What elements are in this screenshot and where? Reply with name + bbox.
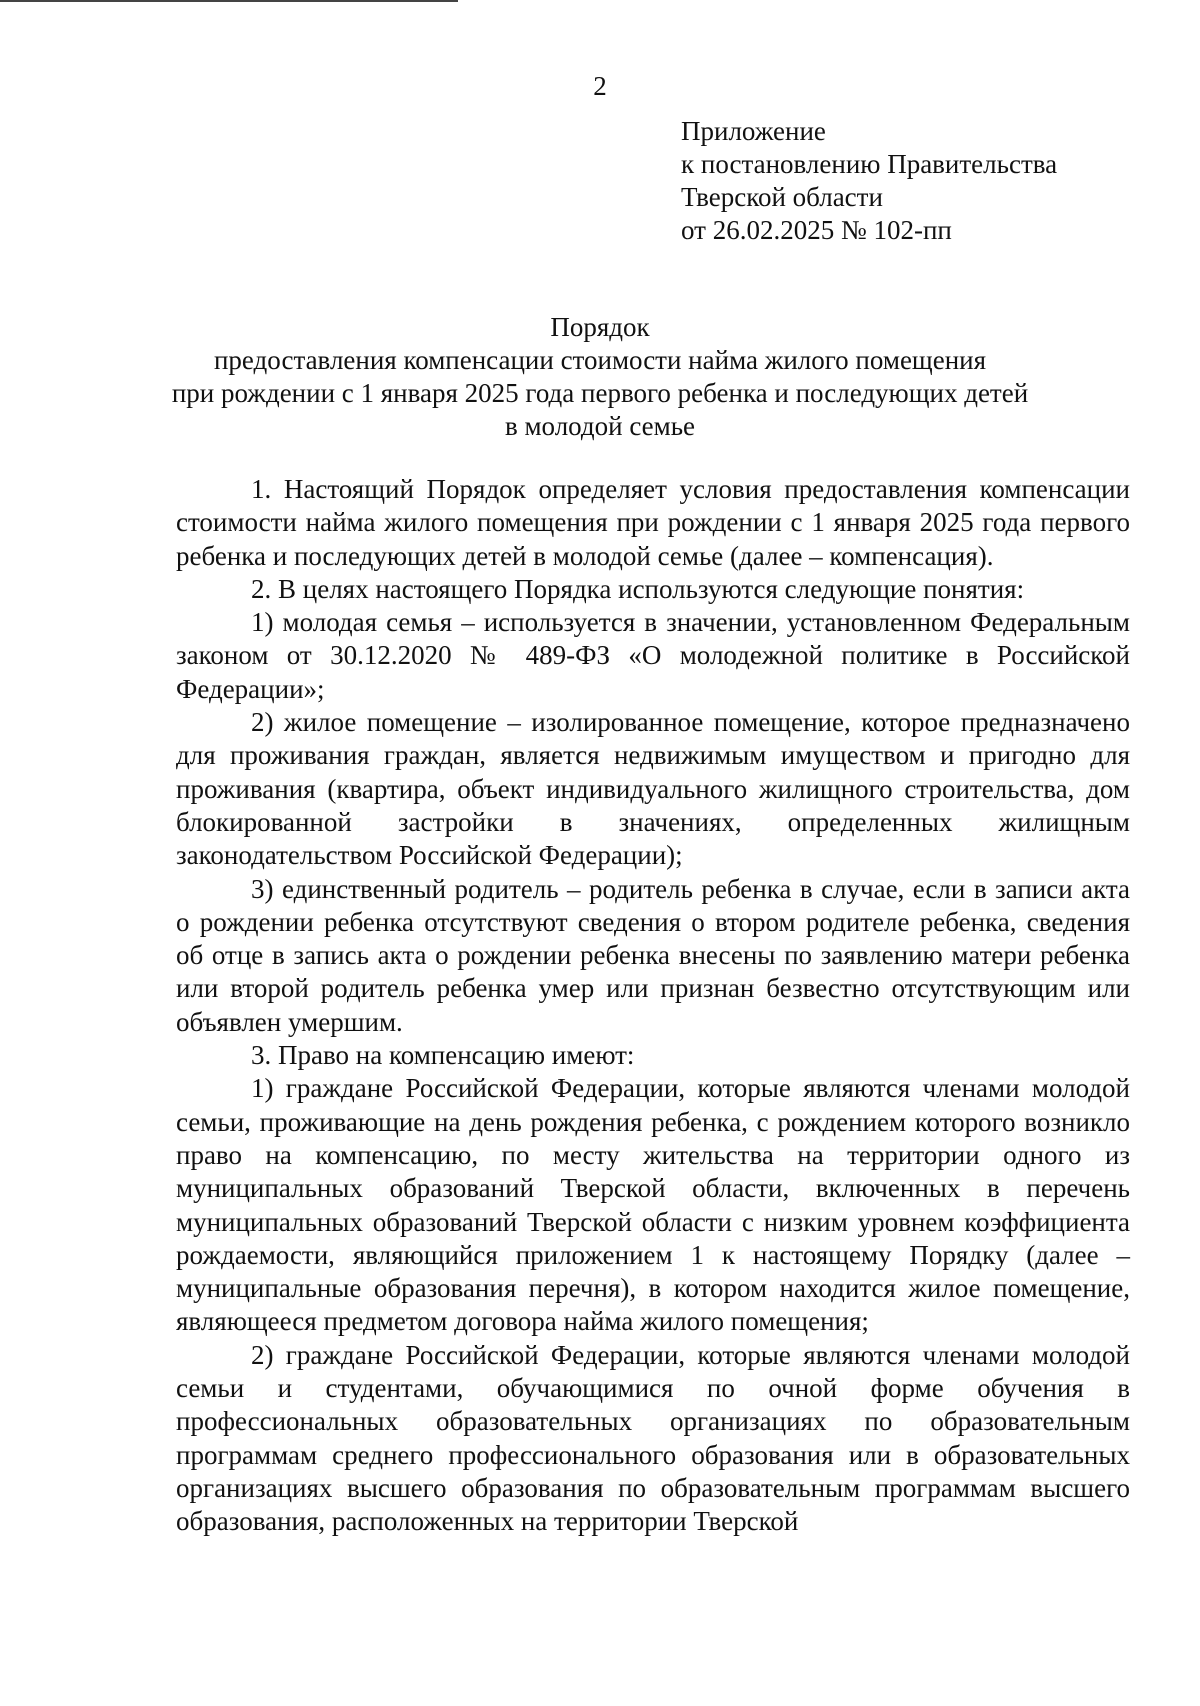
appendix-line: Тверской области bbox=[681, 182, 883, 212]
appendix-line: Приложение bbox=[681, 116, 826, 146]
appendix-header bbox=[681, 115, 1057, 247]
paragraph-2-2: 2) жилое помещение – изолированное помещение, которое предназначено для проживания граждан, является недвижимым имуществом и пригодно для проживания (квартира, объект индивидуального жилищного строительства, дом блокированной застройки в значениях, определенных жилищным законодательством Российской Федерации); bbox=[176, 707, 1130, 871]
scan-edge-line bbox=[0, 0, 458, 2]
paragraph-2-1: 1) молодая семья – используется в значении, установленном Федеральным законом от 30.12.2020 № 489-ФЗ «О молодежной политике в Российской Федерации»; bbox=[176, 607, 1130, 704]
paragraph-3-1: 1) граждане Российской Федерации, которые являются членами молодой семьи, проживающие на день рождения ребенка, с рождением которого возникло право на компенсацию, по месту жительства на территории одного из муниципальных образований Тверской области, включенных в перечень муниципальных образований Тверской области с низким уровнем коэффициента рождаемости, являющийся приложением 1 к настоящему Порядку (далее – муниципальные образования перечня), в котором находится жилое помещение, являющееся предметом договора найма жилого помещения; bbox=[176, 1073, 1130, 1337]
appendix-line: к постановлению Правительства bbox=[681, 149, 1058, 179]
title-line: предоставления компенсации стоимости найма жилого помещения bbox=[213, 345, 987, 375]
paragraph-1: 1. Настоящий Порядок определяет условия предоставления компенсации стоимости найма жилого помещения при рождении с 1 января 2025 года первого ребенка и последующих детей в молодой семье (далее – компенсация). bbox=[176, 474, 1130, 571]
appendix-date-number: от 26.02.2025 № 102-пп bbox=[681, 215, 952, 245]
paragraph-2: 2. В целях настоящего Порядка используются следующие понятия: bbox=[251, 573, 1025, 604]
title-line: при рождении с 1 января 2025 года первого ребенка и последующих детей bbox=[171, 378, 1029, 408]
title-line: в молодой семье bbox=[504, 411, 696, 441]
paragraph-3: 3. Право на компенсацию имеют: bbox=[251, 1040, 635, 1071]
document-body bbox=[176, 473, 1130, 1539]
document-title bbox=[100, 311, 1100, 443]
paragraph-3-2: 2) граждане Российской Федерации, которые являются членами молодой семьи и студентами, обучающимися по очной форме обучения в профессиональных образовательных организациях по образовательным программам среднего профессионального образования или в образовательных организациях высшего образования по образовательным программам высшего образования, расположенных на территории Тверской bbox=[176, 1339, 1130, 1537]
title-heading: Порядок bbox=[550, 312, 650, 342]
paragraph-2-3: 3) единственный родитель – родитель ребенка в случае, если в записи акта о рождении ребенка отсутствуют сведения о втором родителе ребенка, сведения об отце в запись акта о рождении ребенка внесены по заявлению матери ребенка или второй родитель ребенка умер или признан безвестно отсутствующим или объявлен умершим. bbox=[176, 873, 1130, 1037]
page-number: 2 bbox=[593, 71, 607, 101]
